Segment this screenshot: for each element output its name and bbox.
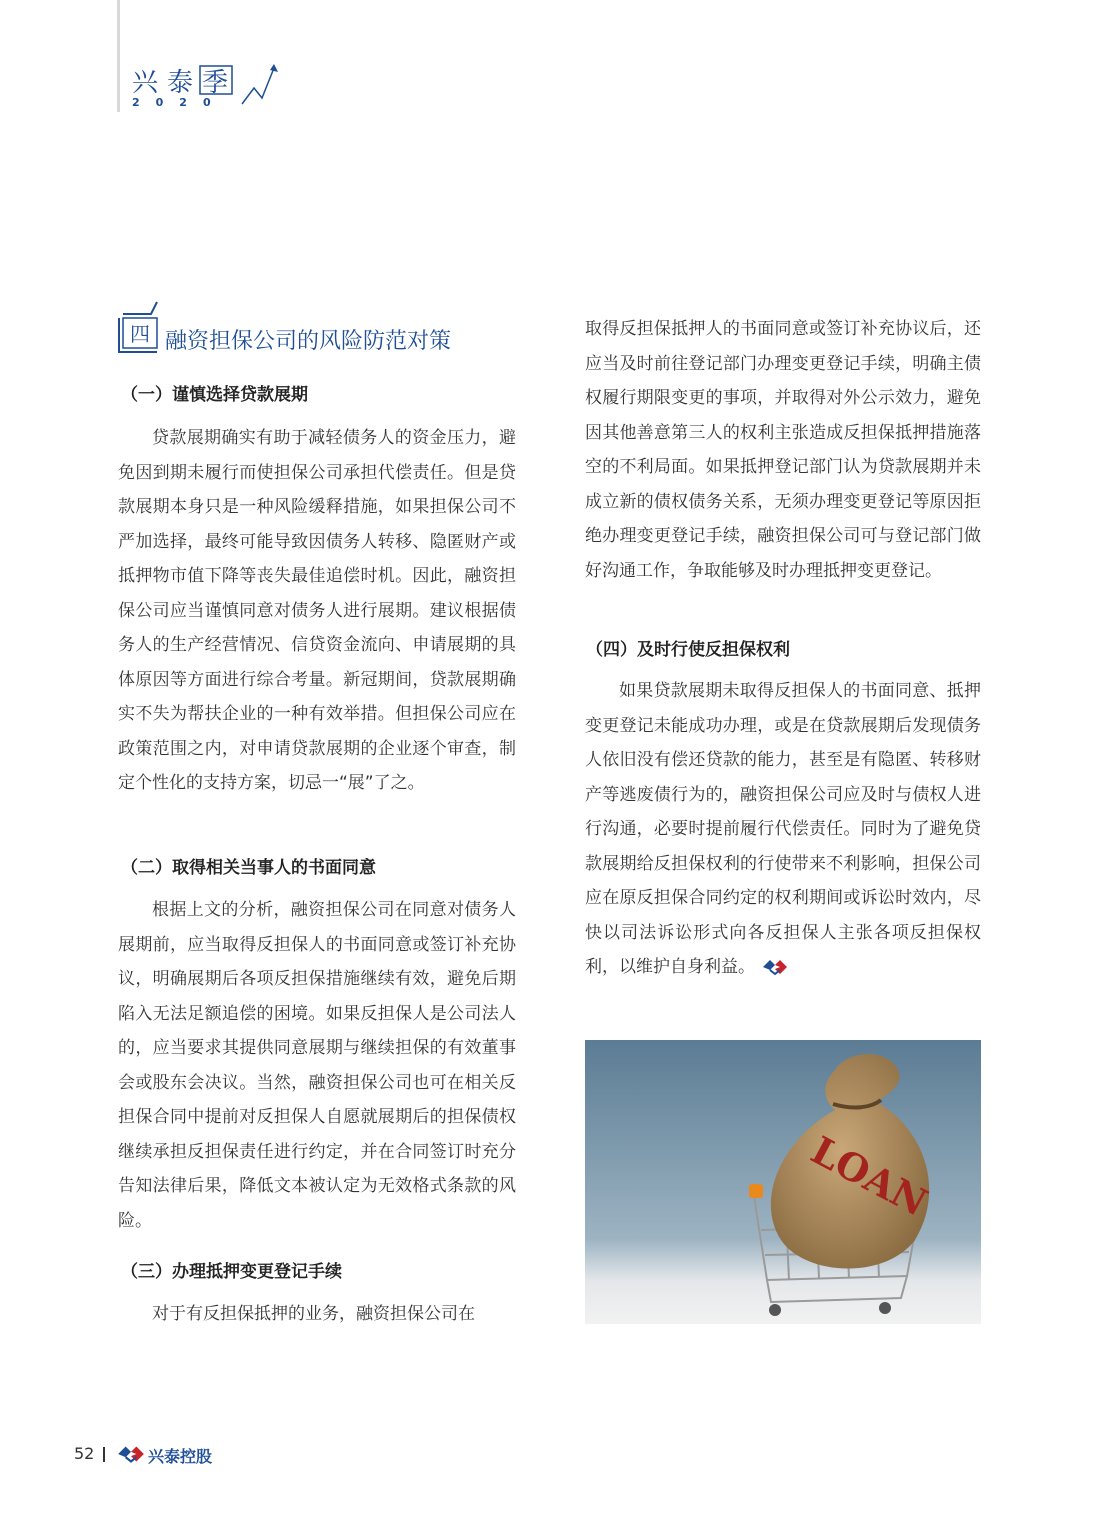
subheading-3: （三）办理抵押变更登记手续	[121, 1262, 342, 1282]
brand-title: 兴泰季	[132, 68, 238, 98]
company-logo-icon	[116, 1444, 146, 1464]
company-name: 兴泰控股	[148, 1447, 213, 1466]
paragraph-1: 贷款展期确实有助于减轻债务人的资金压力，避免因到期未履行而使担保公司承担代偿责任。但是贷款展期本身只是一种风险缓释措施，如果担保公司不严加选择，最终可能导致因债务人转移、隐匿财产或抵押物市值下降等丧失最佳追偿时机。因此，融资担保公司应当谨慎同意对债务人进行展期。建议根据债务人的生产经营情况、信贷资金流向、申请展期的具体原因等方面进行综合考量。新冠期间，贷款展期确实不失为帮扶企业的一种有效举措。但担保公司应在政策范围之内，对申请贷款展期的企业逐个审查，制定个性化的支持方案，切忌一“展”了之。	[118, 428, 516, 793]
cart-handle	[749, 1184, 763, 1198]
paragraph-2: 根据上文的分析，融资担保公司在同意对债务人展期前，应当取得反担保人的书面同意或签订补充协议，明确展期后各项反担保措施继续有效，避免后期陷入无法足额追偿的困境。如果反担保人是公司法人的，应当要求其提供同意展期与继续担保的有效董事会或股东会决议。当然，融资担保公司也可在相关反担保合同中提前对反担保人自愿就展期后的担保债权继续承担反担保责任进行约定，并在合同签订时充分告知法律后果，降低文本被认定为无效格式条款的风险。	[118, 900, 516, 1231]
bag-label: LOAN	[804, 1127, 935, 1226]
subheading-4: （四）及时行使反担保权利	[586, 640, 790, 660]
loan-bag-photo	[585, 1040, 981, 1324]
section-title: 融资担保公司的风险防范对策	[165, 329, 452, 354]
subheading-1: （一）谨慎选择贷款展期	[121, 385, 308, 405]
paragraph-3-continued: 取得反担保抵押人的书面同意或签订补充协议后，还应当及时前往登记部门办理变更登记手续，明确主债权履行期限变更的事项，并取得对外公示效力，避免因其他善意第三人的权利主张造成反担保抵押措施落空的不利局面。如果抵押登记部门认为贷款展期并未成立新的债权债务关系，无须办理变更登记等原因拒绝办理变更登记手续，融资担保公司可与登记部门做好沟通工作，争取能够及时办理抵押变更登记。	[585, 319, 981, 581]
brand-year: 2020	[132, 96, 227, 109]
end-logo-icon	[761, 958, 789, 976]
section-heading	[117, 298, 517, 358]
loan-bag-illustration	[585, 1040, 981, 1324]
paragraph-4	[585, 674, 981, 985]
section-number-box	[117, 298, 165, 356]
cart-wheel	[769, 1304, 781, 1316]
footer-divider	[103, 1447, 105, 1462]
paragraph-3: 对于有反担保抵押的业务，融资担保公司在	[152, 1304, 475, 1324]
brand-logo	[128, 58, 288, 114]
header-rule	[117, 0, 120, 112]
paragraph-4-text: 如果贷款展期未取得反担保人的书面同意、抵押变更登记未能成功办理，或是在贷款展期后发现债务人依旧没有偿还贷款的能力，甚至是有隐匿、转移财产等逃废债行为的，融资担保公司应及时与债权人进行沟通，必要时提前履行代偿责任。同时为了避免贷款展期给反担保权利的行使带来不利影响，担保公司应在原反担保合同约定的权利期间或诉讼时效内，尽快以司法诉讼形式向各反担保人主张各项反担保权利，以维护自身利益。	[585, 681, 981, 977]
section-number: 四	[130, 322, 150, 346]
subheading-2: （二）取得相关当事人的书面同意	[121, 858, 376, 878]
cart-wheel	[879, 1302, 891, 1314]
page-number: 52	[74, 1444, 95, 1463]
